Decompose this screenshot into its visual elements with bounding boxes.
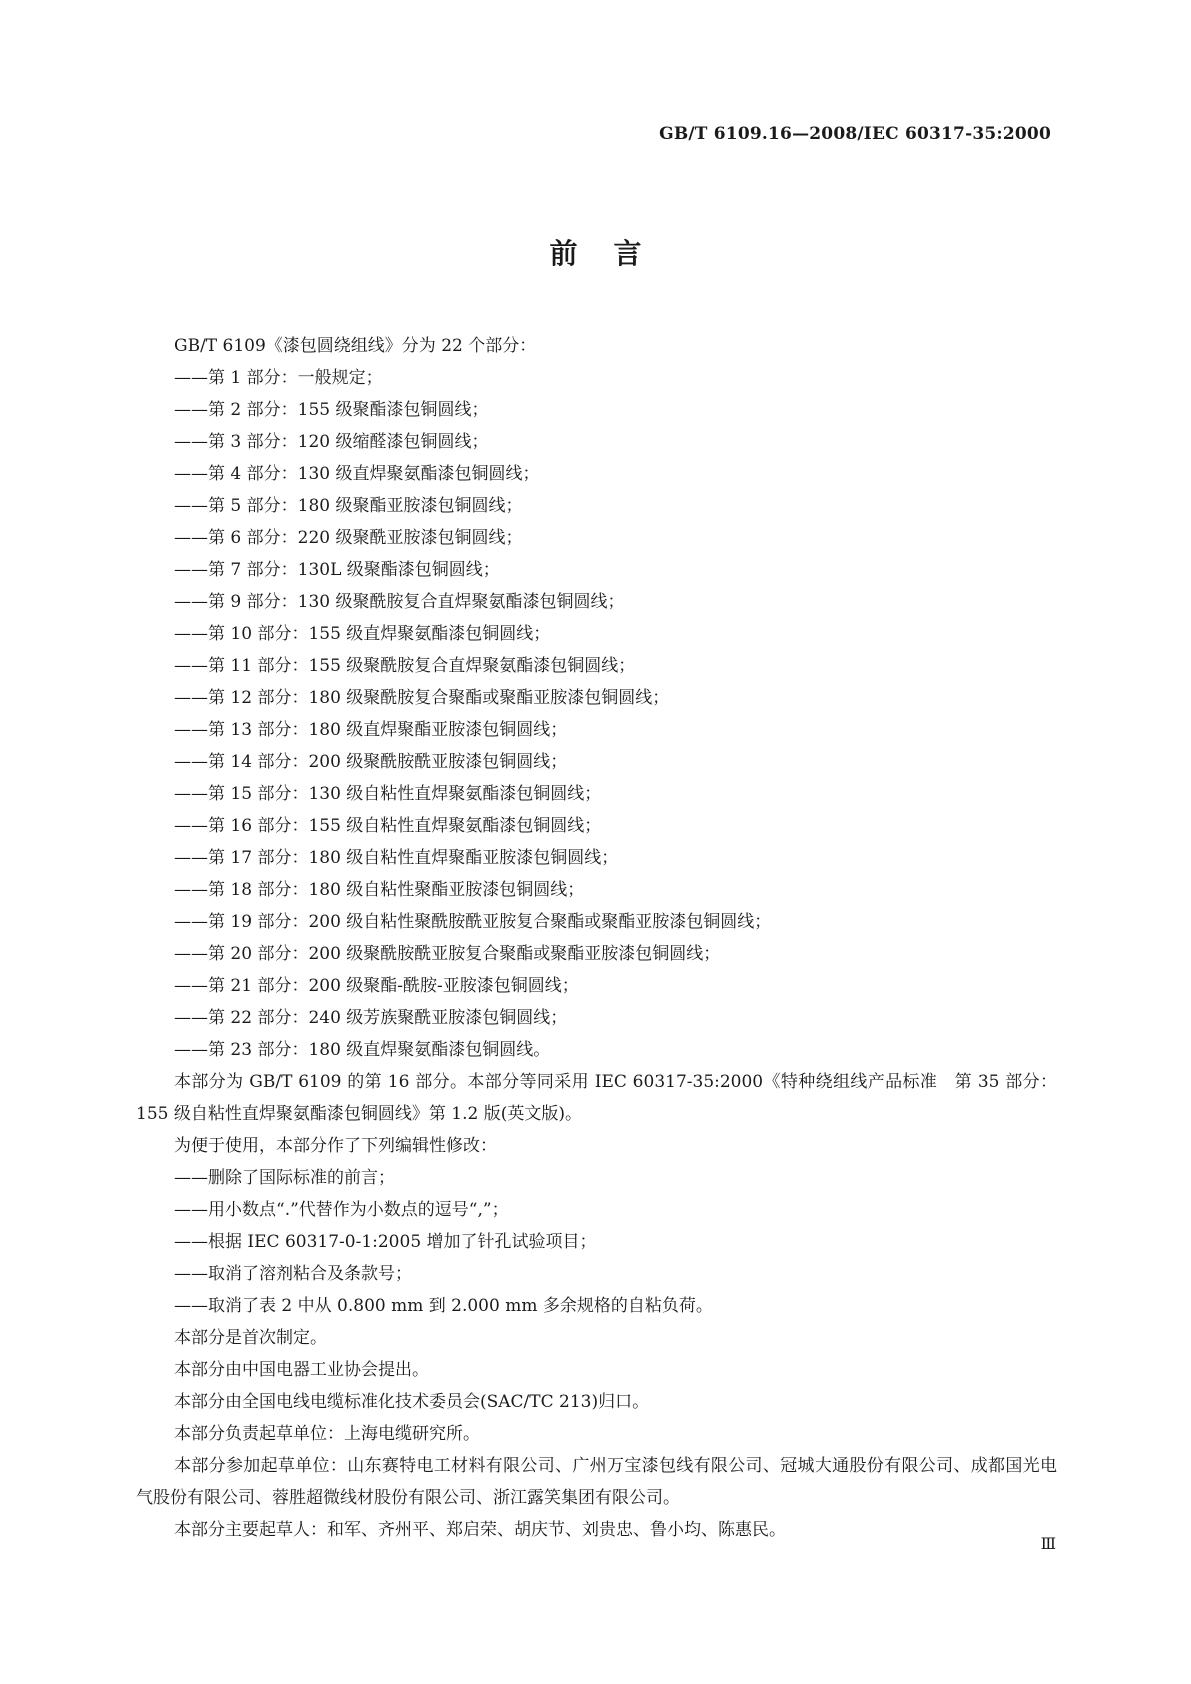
- part-item: ——第 12 部分：180 级聚酰胺复合聚酯或聚酯亚胺漆包铜圆线；: [174, 688, 670, 708]
- part-item: ——第 4 部分：130 级直焊聚氨酯漆包铜圆线；: [174, 464, 540, 484]
- page-title: 前言: [549, 237, 678, 270]
- part-item: ——第 11 部分：155 级聚酰胺复合直焊聚氨酯漆包铜圆线；: [174, 656, 636, 676]
- part-item: ——第 21 部分：200 级聚酯-酰胺-亚胺漆包铜圆线；: [174, 976, 579, 996]
- part-item: ——第 14 部分：200 级聚酰胺酰亚胺漆包铜圆线；: [174, 752, 568, 772]
- participants-paragraph: 本部分参加起草单位：山东赛特电工材料有限公司、广州万宝漆包线有限公司、冠城大通股份有限公司、成都国光电气股份有限公司、蓉胜超微线材股份有限公司、浙江露笑集团有限公司。: [136, 1456, 1057, 1508]
- part-item: ——第 5 部分：180 级聚酯亚胺漆包铜圆线；: [174, 496, 523, 516]
- part-item: ——第 15 部分：130 级自粘性直焊聚氨酯漆包铜圆线；: [174, 784, 602, 804]
- part-item: ——第 6 部分：220 级聚酰亚胺漆包铜圆线；: [174, 528, 523, 548]
- part-item: ——第 22 部分：240 级芳族聚酰亚胺漆包铜圆线；: [174, 1008, 568, 1028]
- modification-item: ——用小数点“.”代替作为小数点的逗号“,”；: [174, 1200, 509, 1220]
- statement-responsible-unit: 本部分负责起草单位：上海电缆研究所。: [174, 1424, 480, 1444]
- modification-item: ——取消了表 2 中从 0.800 mm 到 2.000 mm 多余规格的自粘负荷。: [174, 1296, 713, 1316]
- part-item: ——第 20 部分：200 级聚酰胺酰亚胺复合聚酯或聚酯亚胺漆包铜圆线；: [174, 944, 721, 964]
- page-number: Ⅲ: [1040, 1534, 1056, 1553]
- modification-item: ——删除了国际标准的前言；: [174, 1168, 395, 1188]
- statement-proposer: 本部分由中国电器工业协会提出。: [174, 1360, 429, 1380]
- part-item: ——第 16 部分：155 级自粘性直焊聚氨酯漆包铜圆线；: [174, 816, 602, 836]
- modifications-intro: 为便于使用，本部分作了下列编辑性修改：: [174, 1136, 497, 1156]
- part-item: ——第 13 部分：180 级直焊聚酯亚胺漆包铜圆线；: [174, 720, 568, 740]
- part-item: ——第 23 部分：180 级直焊聚氨酯漆包铜圆线。: [174, 1040, 551, 1060]
- part-item: ——第 3 部分：120 级缩醛漆包铜圆线；: [174, 432, 489, 452]
- part-item: ——第 19 部分：200 级自粘性聚酰胺酰亚胺复合聚酯或聚酯亚胺漆包铜圆线；: [174, 912, 772, 932]
- part-item: ——第 17 部分：180 级自粘性直焊聚酯亚胺漆包铜圆线；: [174, 848, 619, 868]
- part-item: ——第 7 部分：130L 级聚酯漆包铜圆线；: [174, 560, 500, 580]
- adoption-paragraph: 本部分为 GB/T 6109 的第 16 部分。本部分等同采用 IEC 60317-35:2000《特种绕组线产品标准 第 35 部分：155 级自粘性直焊聚氨酯漆包铜圆线》第 1.2 版(英文版)。: [136, 1072, 1057, 1124]
- document-body: [136, 330, 1057, 1546]
- part-item: ——第 10 部分：155 级直焊聚氨酯漆包铜圆线；: [174, 624, 551, 644]
- drafters-line: 本部分主要起草人：和军、齐州平、郑启荣、胡庆节、刘贵忠、鲁小均、陈惠民。: [174, 1520, 786, 1540]
- parts-intro: GB/T 6109《漆包圆绕组线》分为 22 个部分：: [174, 336, 537, 356]
- modification-item: ——取消了溶剂粘合及条款号；: [174, 1264, 412, 1284]
- part-item: ——第 18 部分：180 级自粘性聚酯亚胺漆包铜圆线；: [174, 880, 585, 900]
- statement-committee: 本部分由全国电线电缆标准化技术委员会(SAC/TC 213)归口。: [174, 1392, 650, 1412]
- standard-id-header: GB/T 6109.16—2008/IEC 60317-35:2000: [659, 124, 1051, 144]
- part-item: ——第 2 部分：155 级聚酯漆包铜圆线；: [174, 400, 489, 420]
- part-item: ——第 1 部分：一般规定；: [174, 368, 383, 388]
- part-item: ——第 9 部分：130 级聚酰胺复合直焊聚氨酯漆包铜圆线；: [174, 592, 625, 612]
- modification-item: ——根据 IEC 60317-0-1:2005 增加了针孔试验项目；: [174, 1232, 597, 1252]
- statement-first-edition: 本部分是首次制定。: [174, 1328, 327, 1348]
